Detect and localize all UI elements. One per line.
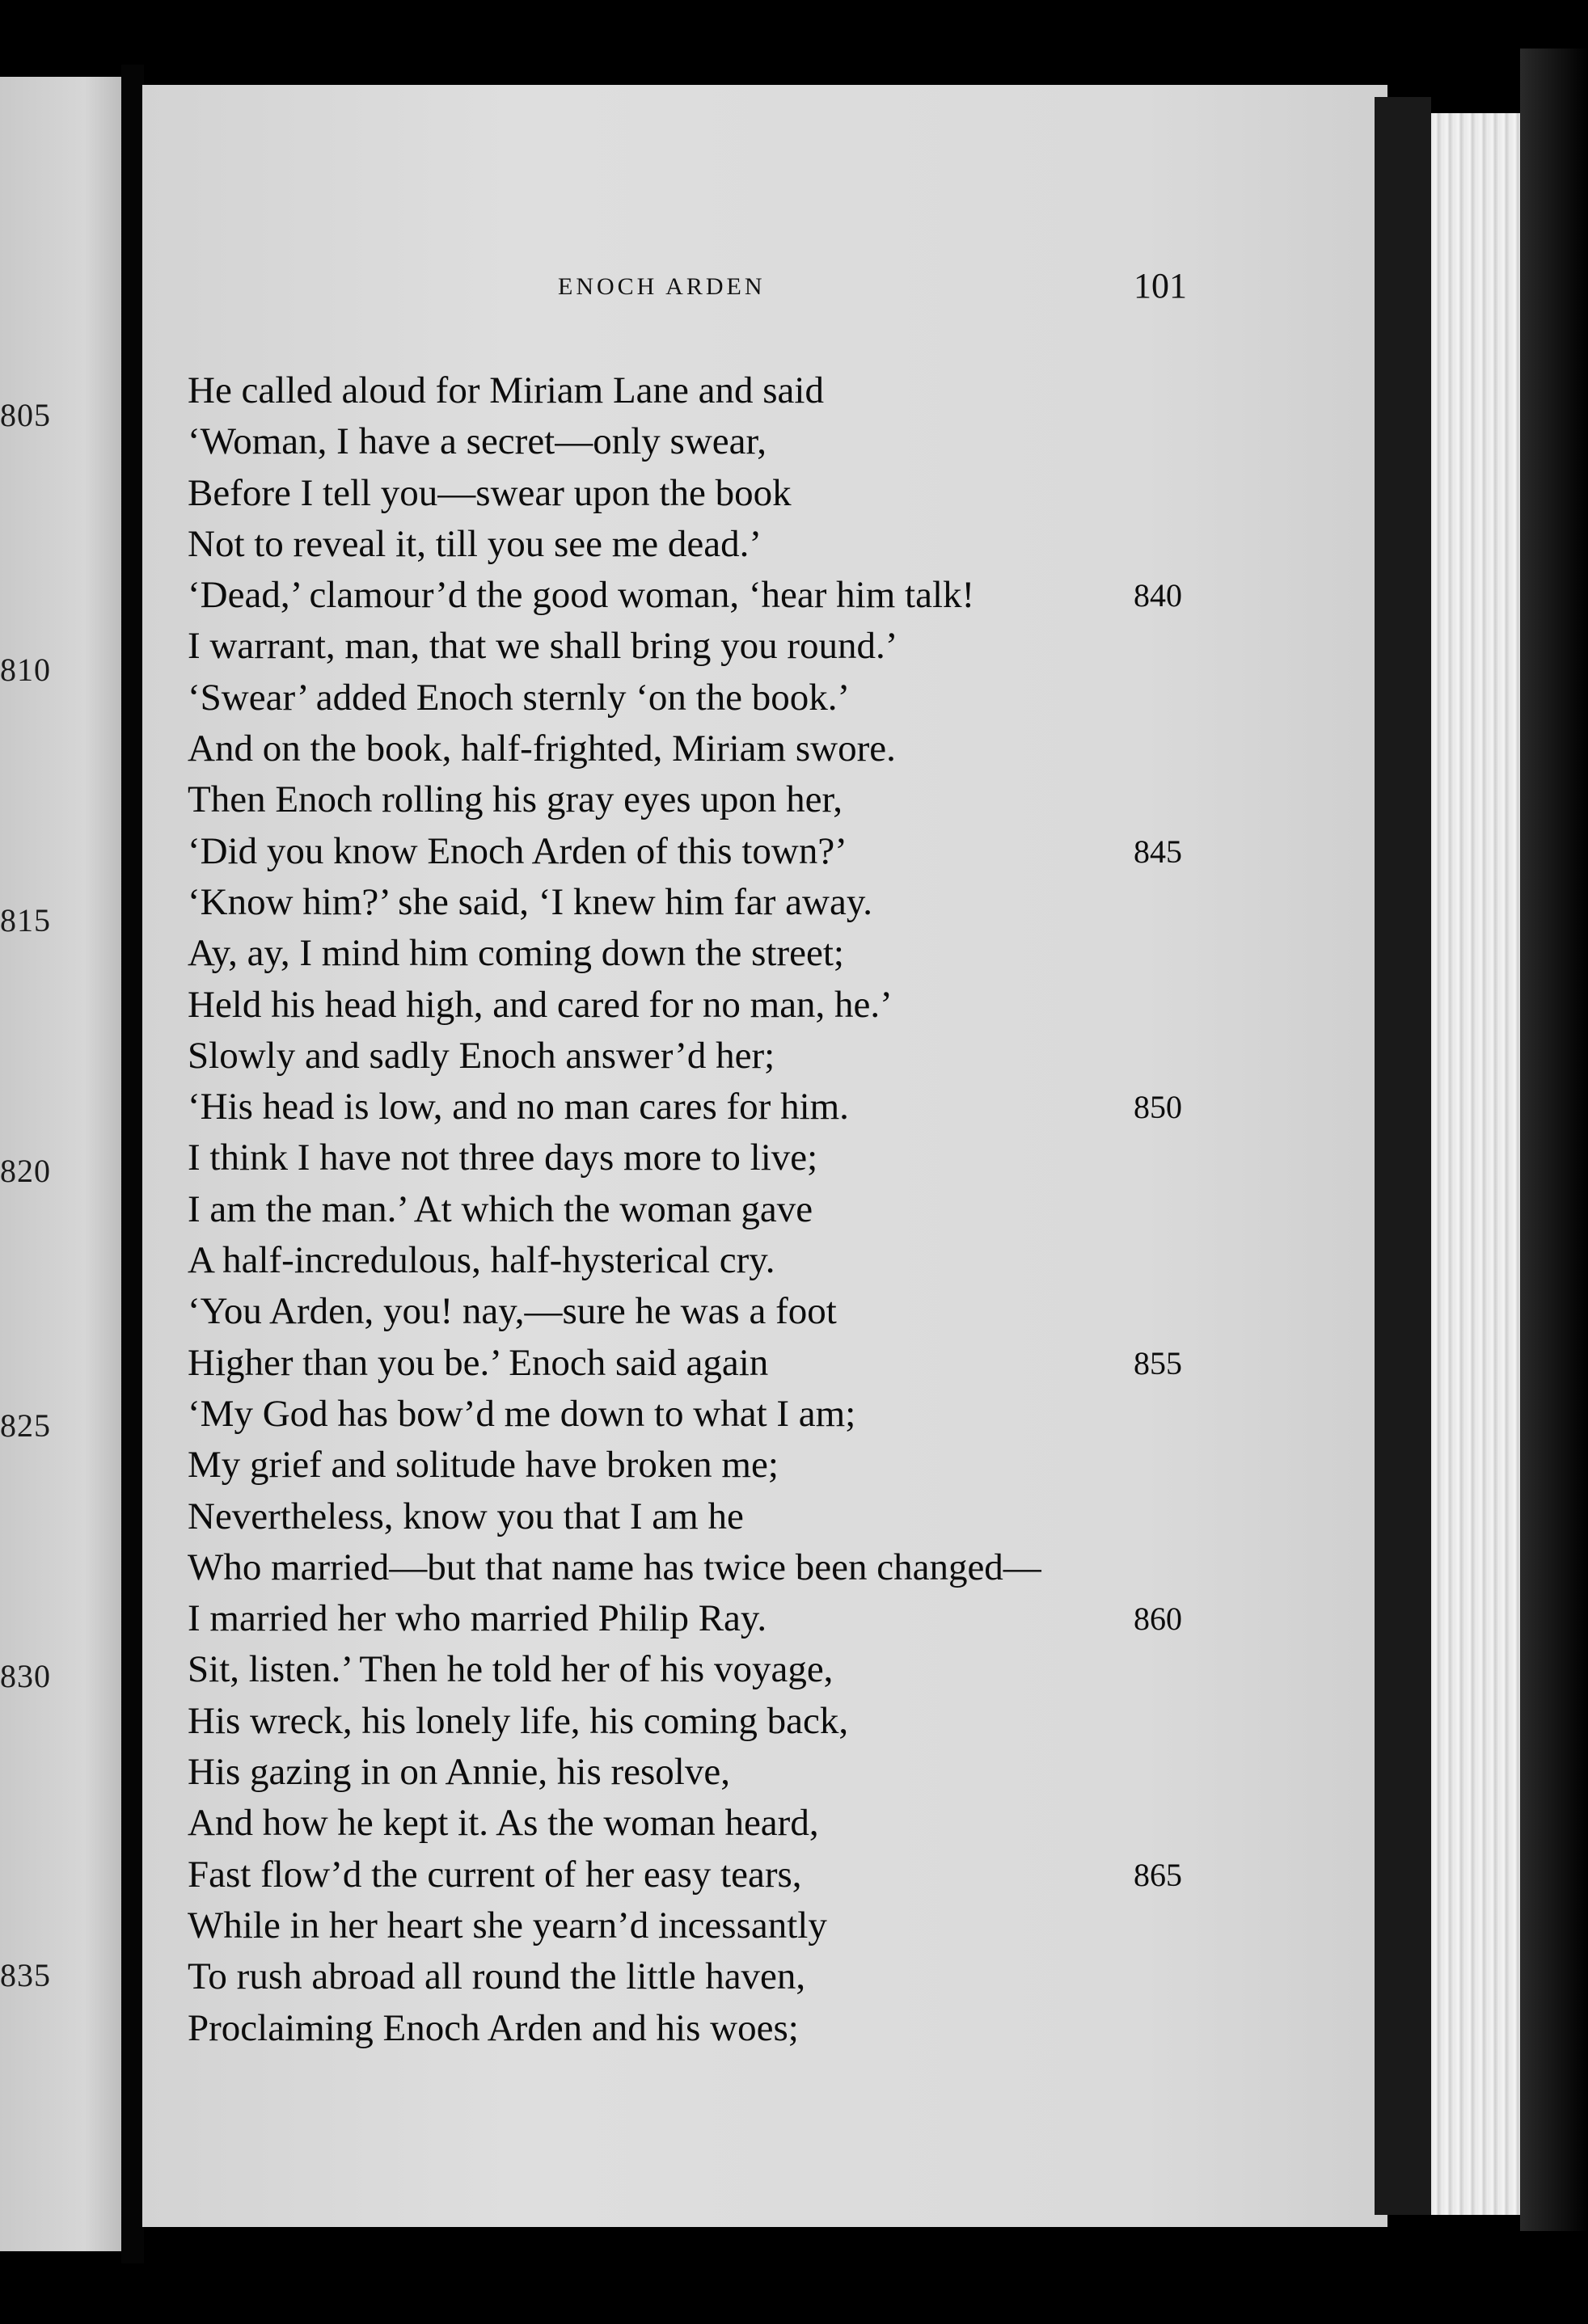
poem-line-text: His wreck, his lonely life, his coming back, — [188, 1699, 849, 1742]
poem-line — [188, 1593, 1239, 1644]
poem-line-text: And how he kept it. As the woman heard, — [188, 1802, 819, 1845]
poem-line-text: ‘My God has bow’d me down to what I am; — [188, 1392, 856, 1435]
poem-line — [188, 1696, 1239, 1747]
left-line-number: 805 — [0, 397, 51, 433]
poem-line — [188, 1798, 1239, 1849]
poem-line — [188, 826, 1239, 877]
poem-line-text: And on the book, half-frighted, Miriam swore. — [188, 728, 896, 770]
poem-line-text: ‘Swear’ added Enoch sternly ‘on the book.’ — [188, 676, 851, 719]
poem-line — [188, 877, 1239, 928]
poem-line-text: His gazing in on Annie, his resolve, — [188, 1751, 730, 1794]
left-line-number: 835 — [0, 1957, 51, 1993]
poem-line — [188, 1082, 1239, 1132]
poem-line — [188, 468, 1239, 519]
page-edge-shadow — [1375, 97, 1431, 2215]
poem-line — [188, 774, 1239, 825]
poem-line-text: Then Enoch rolling his gray eyes upon her, — [188, 778, 843, 821]
running-header-title: ENOCH ARDEN — [558, 273, 766, 300]
poem-line-text: Held his head high, and cared for no man, he.’ — [188, 983, 893, 1026]
line-number: 865 — [1134, 1856, 1182, 1893]
poem-line — [188, 570, 1239, 621]
poem-line — [188, 1951, 1239, 2002]
line-number: 855 — [1134, 1344, 1182, 1381]
background-edge — [1520, 49, 1588, 2231]
poem-line — [188, 673, 1239, 723]
poem-line-text: Not to reveal it, till you see me dead.’ — [188, 522, 762, 565]
poem-line — [188, 1031, 1239, 1082]
poem-line — [188, 928, 1239, 979]
poem-line-text: Who married—but that name has twice been changed— — [188, 1546, 1041, 1588]
poem-line — [188, 723, 1239, 774]
poem-line-text: Before I tell you—swear upon the book — [188, 471, 792, 514]
poem-line-text: ‘You Arden, you! nay,—sure he was a foot — [188, 1290, 837, 1333]
poem-line-text: My grief and solitude have broken me; — [188, 1444, 779, 1487]
previous-page — [0, 77, 121, 2251]
poem-line — [188, 1235, 1239, 1286]
book-gutter — [121, 65, 144, 2263]
poem-line-text: I am the man.’ At which the woman gave — [188, 1187, 813, 1230]
poem-line — [188, 1644, 1239, 1695]
poem-line — [188, 365, 1239, 416]
poem-line-text: ‘His head is low, and no man cares for him. — [188, 1086, 849, 1128]
poem-line-text: Nevertheless, know you that I am he — [188, 1495, 744, 1537]
left-line-number: 810 — [0, 652, 51, 688]
poem-line-text: He called aloud for Miriam Lane and said — [188, 369, 824, 411]
poem-line-text: ‘Woman, I have a secret—only swear, — [188, 420, 767, 463]
left-line-number: 830 — [0, 1658, 51, 1694]
poem-line — [188, 1542, 1239, 1593]
line-number: 840 — [1134, 577, 1182, 614]
poem-line — [188, 1900, 1239, 1951]
poem-line — [188, 1338, 1239, 1389]
poem-line-text: Ay, ay, I mind him coming down the street; — [188, 932, 844, 975]
poem-text — [188, 365, 1239, 2054]
poem-line-text: A half-incredulous, half-hysterical cry. — [188, 1239, 775, 1282]
poem-line — [188, 1184, 1239, 1235]
poem-line-text: I married her who married Philip Ray. — [188, 1597, 767, 1640]
poem-line-text: Fast flow’d the current of her easy tears, — [188, 1853, 802, 1896]
left-line-number: 815 — [0, 902, 51, 938]
poem-line — [188, 1286, 1239, 1337]
poem-line — [188, 621, 1239, 672]
page-number: 101 — [1134, 266, 1187, 306]
poem-line-text: Proclaiming Enoch Arden and his woes; — [188, 2006, 799, 2049]
poem-line-text: Sit, listen.’ Then he told her of his voyage, — [188, 1648, 834, 1691]
poem-line — [188, 1389, 1239, 1440]
poem-line — [188, 416, 1239, 467]
line-number: 850 — [1134, 1089, 1182, 1126]
poem-line — [188, 980, 1239, 1031]
poem-line-text: Slowly and sadly Enoch answer’d her; — [188, 1034, 775, 1077]
poem-line-text: Higher than you be.’ Enoch said again — [188, 1341, 769, 1384]
poem-line-text: ‘Know him?’ she said, ‘I knew him far away. — [188, 880, 873, 923]
poem-line-text: I think I have not three days more to live; — [188, 1137, 818, 1179]
poem-line-text: ‘Dead,’ clamour’d the good woman, ‘hear him talk! — [188, 574, 975, 617]
poem-line-text: While in her heart she yearn’d incessantly — [188, 1904, 827, 1947]
poem-line — [188, 1440, 1239, 1491]
poem-line — [188, 1491, 1239, 1542]
left-line-number: 820 — [0, 1153, 51, 1189]
poem-line-text: I warrant, man, that we shall bring you round.’ — [188, 625, 898, 668]
poem-line — [188, 1747, 1239, 1798]
poem-line — [188, 519, 1239, 570]
poem-line-text: To rush abroad all round the little haven, — [188, 1955, 806, 1998]
line-number: 860 — [1134, 1601, 1182, 1638]
poem-line — [188, 1132, 1239, 1183]
poem-line — [188, 1849, 1239, 1900]
poem-line — [188, 2003, 1239, 2054]
poem-line-text: ‘Did you know Enoch Arden of this town?’ — [188, 829, 847, 872]
left-line-number: 825 — [0, 1407, 51, 1444]
line-number: 845 — [1134, 833, 1182, 870]
page-edge-stack — [1431, 113, 1520, 2215]
